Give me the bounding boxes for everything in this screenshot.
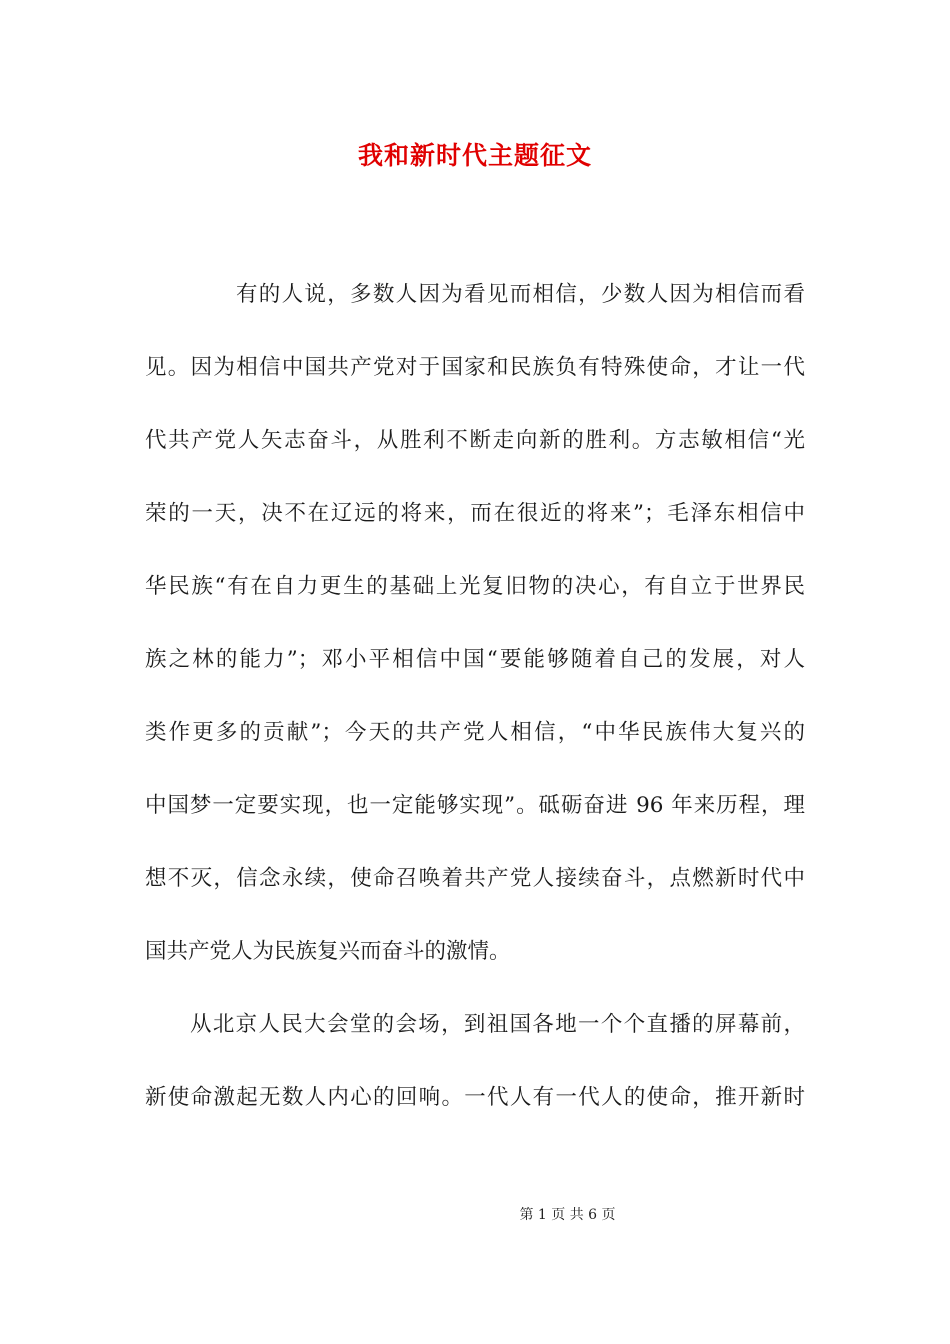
paragraph-line: 中国梦一定要实现，也一定能够实现”。砥砺奋进 96 年来历程，理 [145,793,805,818]
paragraph-line: 国共产党人为民族复兴而奋斗的激情。 [145,939,511,964]
paragraph-line: 有的人说，多数人因为看见而相信，少数人因为相信而看 [236,282,805,307]
paragraph-line: 从北京人民大会堂的会场，到祖国各地一个个直播的屏幕前， [190,1012,805,1037]
paragraph-line: 代共产党人矢志奋斗，从胜利不断走向新的胜利。方志敏相信“光 [145,428,805,453]
paragraph-line: 华民族“有在自力更生的基础上光复旧物的决心，有自立于世界民 [145,574,805,599]
paragraph-line: 新使命激起无数人内心的回响。一代人有一代人的使命，推开新时 [145,1085,805,1110]
paragraph-line: 想不灭，信念永续，使命召唤着共产党人接续奋斗，点燃新时代中 [145,866,805,891]
document-title: 我和新时代主题征文 [357,141,592,170]
page-number: 第 1 页 共 6 页 [519,1207,616,1223]
paragraph-line: 荣的一天，决不在辽远的将来，而在很近的将来”；毛泽东相信中 [145,501,805,526]
page-footer [0,1205,950,1225]
paragraph-line: 见。因为相信中国共产党对于国家和民族负有特殊使命，才让一代 [145,355,805,380]
paragraph-line: 类作更多的贡献”；今天的共产党人相信，“中华民族伟大复兴的 [145,720,805,745]
paragraph-line: 族之林的能力”；邓小平相信中国“要能够随着自己的发展，对人 [145,647,805,672]
